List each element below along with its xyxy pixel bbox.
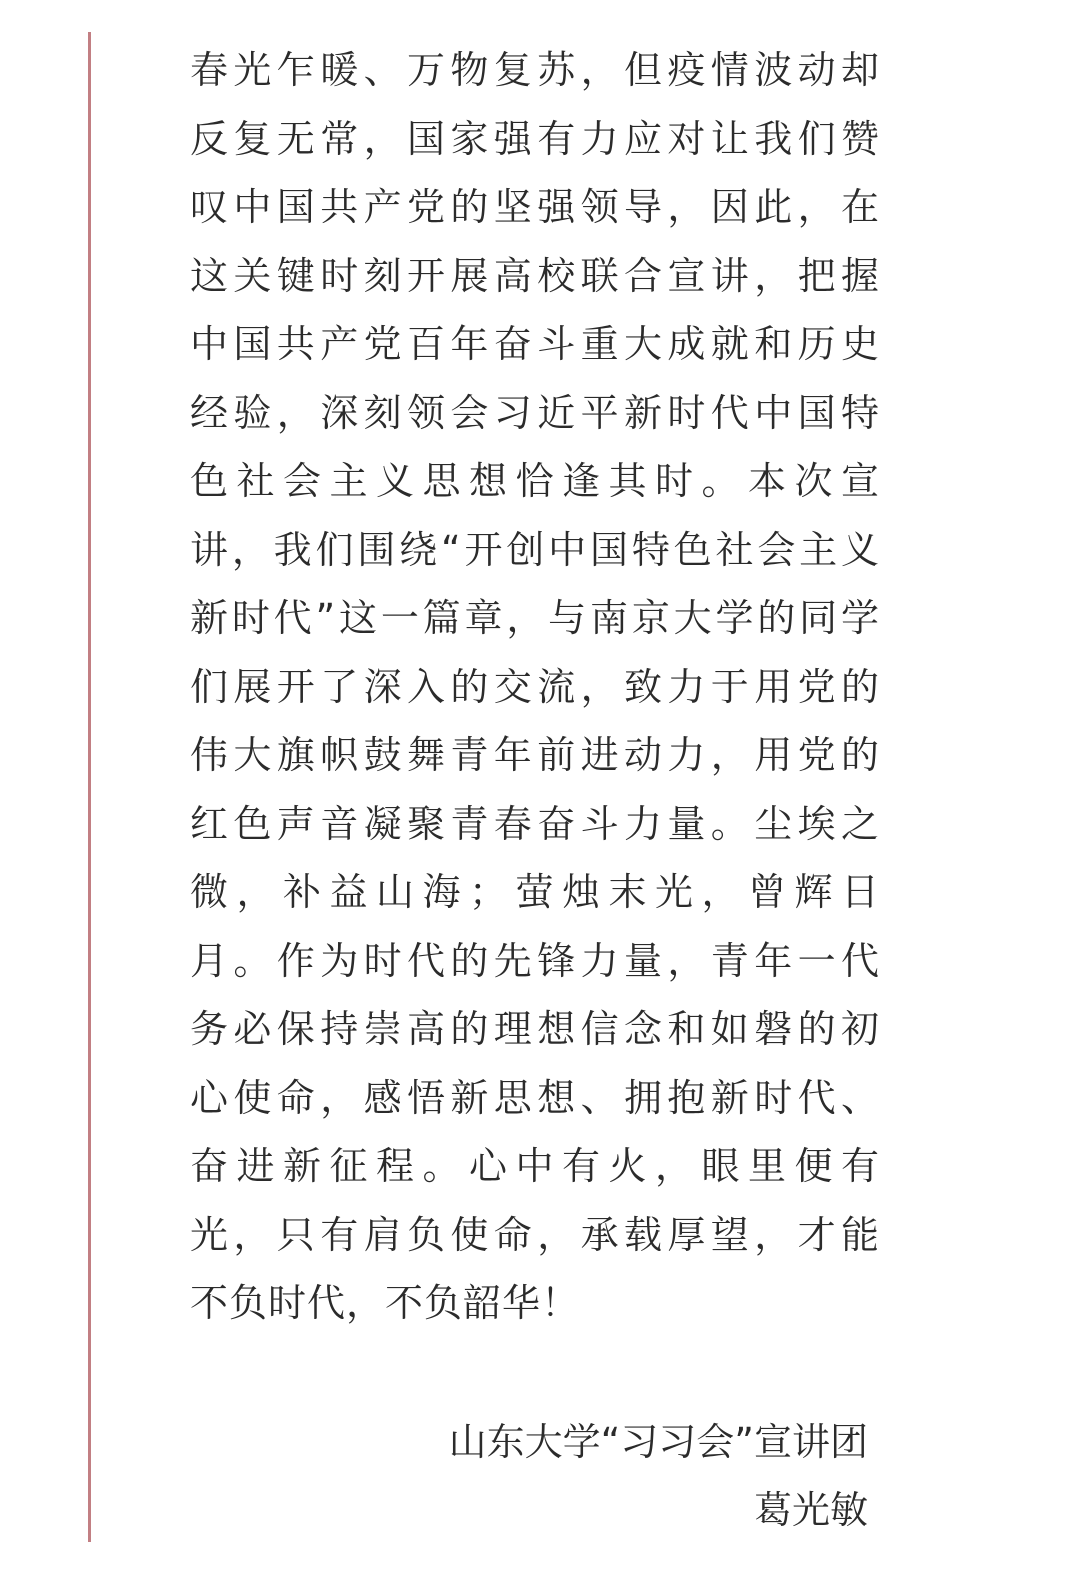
article-line: 微，补益山海；萤烛末光，曾辉日 <box>190 870 880 914</box>
article-line: 月。作为时代的先锋力量，青年一代 <box>190 938 880 983</box>
article-line: 讲，我们围绕“开创中国特色社会主义 <box>190 527 880 572</box>
article-body <box>190 36 880 1338</box>
article-line: 春光乍暖、万物复苏，但疫情波动却 <box>190 48 880 92</box>
article-line: 红色声音凝聚青春奋斗力量。尘埃之 <box>190 801 880 846</box>
signature-block <box>449 1408 868 1544</box>
article-line: 反复无常，国家强有力应对让我们赞 <box>190 116 880 161</box>
article-line: 务必保持崇高的理想信念和如磐的初 <box>190 1007 880 1051</box>
article-line: 心使命，感悟新思想、拥抱新时代、 <box>190 1075 880 1120</box>
article-line: 色社会主义思想恰逢其时。本次宣 <box>190 459 880 503</box>
article-line: 伟大旗帜鼓舞青年前进动力，用党的 <box>190 733 880 777</box>
signature-organization: 山东大学“习习会”宣讲团 <box>448 1420 868 1464</box>
article-line: 叹中国共产党的坚强领导，因此，在 <box>190 185 880 229</box>
signature-author: 葛光敏 <box>753 1488 868 1532</box>
article-line: 不负时代，不负韶华！ <box>190 1281 581 1325</box>
article-line: 经验，深刻领会习近平新时代中国特 <box>190 390 880 435</box>
article-line: 这关键时刻开展高校联合宣讲，把握 <box>190 253 880 298</box>
article-line: 新时代”这一篇章，与南京大学的同学 <box>190 596 880 640</box>
article-line: 中国共产党百年奋斗重大成就和历史 <box>190 322 880 366</box>
left-accent-line <box>88 32 91 1542</box>
article-line: 们展开了深入的交流，致力于用党的 <box>190 664 880 709</box>
article-line: 奋进新征程。心中有火，眼里便有 <box>190 1144 880 1188</box>
article-line: 光，只有肩负使命，承载厚望，才能 <box>190 1212 880 1257</box>
